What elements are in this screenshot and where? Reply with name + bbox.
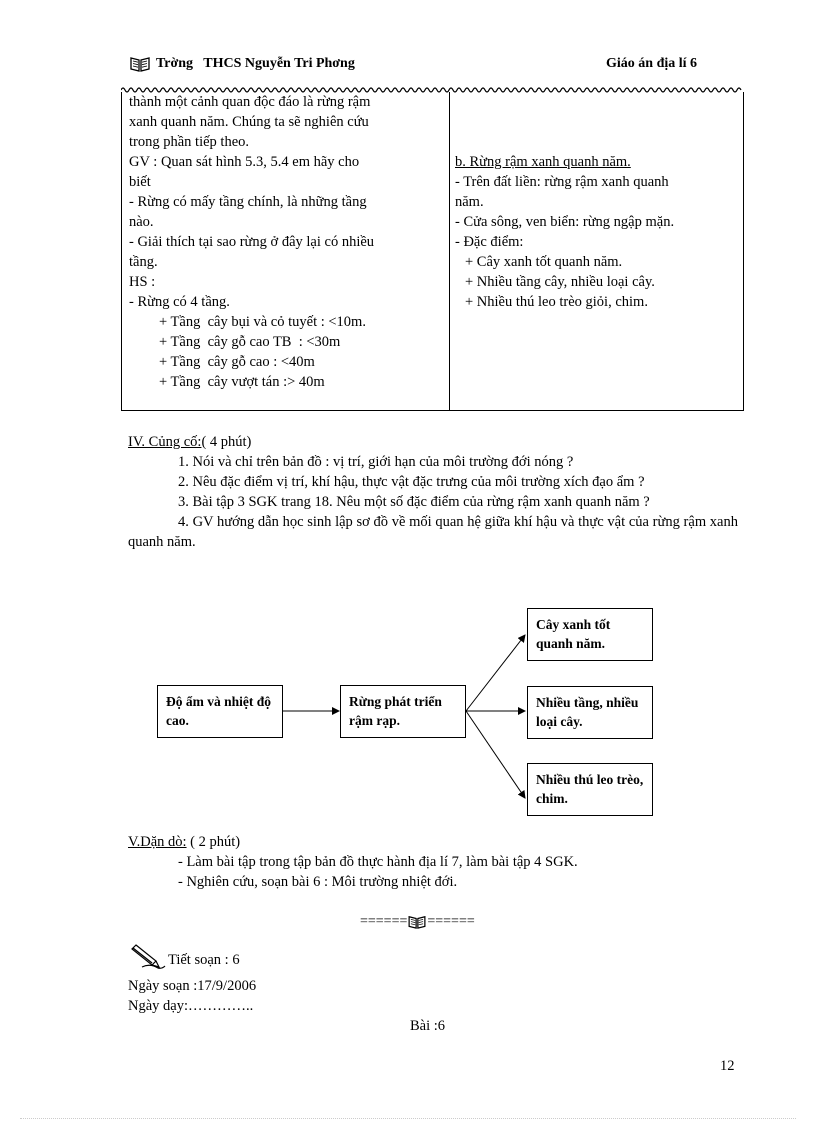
section-5-time: ( 2 phút) [186,834,241,850]
page-bottom-rule [20,1118,796,1120]
separator [360,914,475,930]
bai-number: Bài :6 [410,1018,446,1034]
table-left-line: GV : Quan sát hình 5.3, 5.4 em hãy cho [129,154,360,170]
table-right-subline: + Nhiều thú leo trèo giỏi, chim. [465,294,648,310]
node-cause: Độ ẩm và nhiệt độ cao. [157,685,283,738]
table-left-line: trong phần tiếp theo. [129,134,250,150]
ngay-soan: Ngày soạn :17/9/2006 [128,978,257,994]
node-middle: Rừng phát triển rậm rạp. [340,685,466,738]
table-left-subline: + Tầng cây vượt tán :> 40m [159,374,325,390]
table-left-line: xanh quanh năm. Chúng ta sẽ nghiên cứu [129,114,369,130]
table-right-line: - Trên đất liền: rừng rậm xanh quanh [455,174,669,190]
section-4-item: 1. Nói và chỉ trên bản đồ : vị trí, giới hạn của môi trường đới nóng ? [178,454,574,470]
table-left-cell [129,92,447,392]
table-divider [449,92,450,411]
table-left-line: - Giải thích tại sao rừng ở đây lại có nhiều [129,234,375,250]
pencil-icon [130,944,166,970]
section-5-title: V.Dặn dò: [128,834,187,850]
table-right-line: năm. [455,194,484,210]
section-5-item: - Làm bài tập trong tập bản đồ thực hành địa lí 7, làm bài tập 4 SGK. [178,854,578,870]
arrow-middle-result-1 [466,635,525,711]
section-4-heading [128,432,738,452]
arrow-middle-result-3 [466,711,525,798]
section-4 [128,432,738,552]
section-4-item: 4. GV hướng dẫn học sinh lập sơ đồ về mối quan hệ giữa khí hậu và thực vật của rừng rậm xanh quanh năm. [128,514,738,550]
header-school [130,56,355,72]
table-right-line: - Đặc điểm: [455,234,524,250]
table-left-line: biết [129,174,151,190]
section-4-item: 3. Bài tập 3 SGK trang 18. Nêu một số đặc điểm của rừng rậm xanh quanh năm ? [178,494,650,510]
section-4-title: IV. Củng cố: [128,434,202,450]
table-right-title: b. Rừng rậm xanh quanh năm. [455,154,631,170]
table-left-line: thành một cảnh quan độc đáo là rừng rậm [129,94,371,110]
book-icon [130,56,150,72]
table-right-line: - Cửa sông, ven biển: rừng ngập mặn. [455,214,675,230]
school-name: Trờng THCS Nguyễn Tri Phơng [156,56,355,71]
section-5-item: - Nghiên cứu, soạn bài 6 : Môi trường nhiệt đới. [178,874,458,890]
separator-left: ====== [360,914,408,929]
node-result: Cây xanh tốt quanh năm. [527,608,653,661]
header-subject: Giáo án địa lí 6 [606,56,698,71]
table-left-line: tầng. [129,254,158,270]
table-left-subline: + Tầng cây gỗ cao TB : <30m [159,334,341,350]
table-right-subline: + Cây xanh tốt quanh năm. [465,254,623,270]
table-left-subline: + Tầng cây bụi và cỏ tuyết : <10m. [159,314,366,330]
table-right-subline: + Nhiều tầng cây, nhiều loại cây. [465,274,655,290]
table-right-cell [455,152,736,312]
table-left-subline: + Tầng cây gỗ cao : <40m [159,354,315,370]
lesson-table [121,92,744,411]
tiet-soan: Tiết soạn : 6 [168,952,240,968]
separator-right: ====== [427,914,475,929]
page-number: 12 [720,1058,735,1074]
section-4-item: 2. Nêu đặc điểm vị trí, khí hậu, thực vật đặc trưng của môi trường xích đạo ẩm ? [178,474,645,490]
table-left-line: HS : [129,274,156,290]
section-4-time: ( 4 phút) [201,434,252,450]
section-5-heading [128,832,738,852]
node-result: Nhiều tầng, nhiều loại cây. [527,686,653,739]
section-5 [128,832,738,892]
ngay-day: Ngày dạy:………….. [128,998,254,1014]
table-left-line: - Rừng có mấy tầng chính, là những tầng [129,194,367,210]
table-left-line: - Rừng có 4 tầng. [129,294,230,310]
node-result: Nhiều thú leo trèo, chim. [527,763,653,816]
book-icon [408,915,426,929]
table-left-line: nào. [129,214,154,230]
